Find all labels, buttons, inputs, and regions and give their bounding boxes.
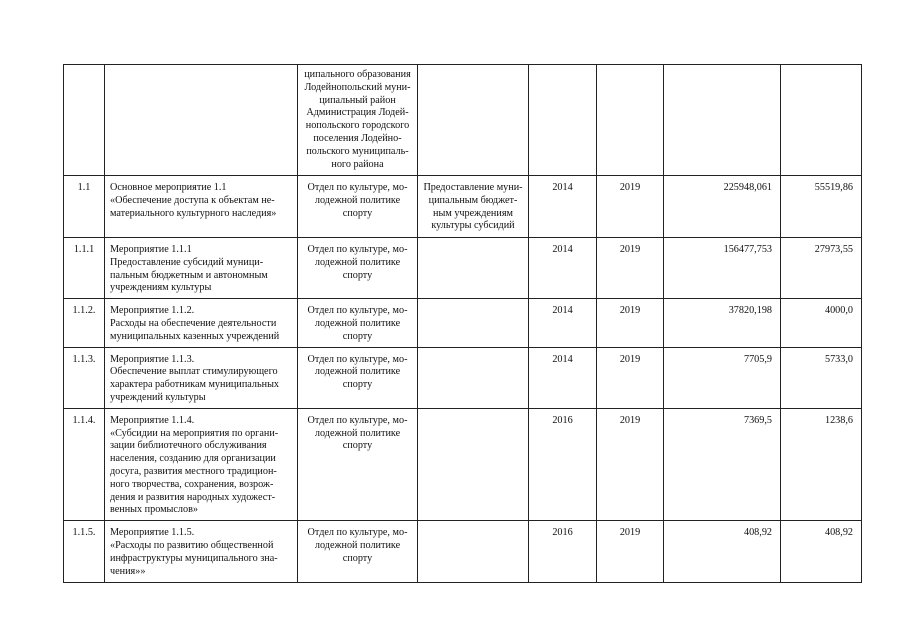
row-number: 1.1.5. — [64, 521, 105, 583]
row-number: 1.1 — [64, 176, 105, 238]
table-row — [64, 299, 862, 347]
executor: Отдел по культуре, мо- лодежной политике спорту — [298, 408, 418, 520]
expected-result — [418, 521, 529, 583]
table-row — [64, 176, 862, 238]
start-year: 2016 — [529, 408, 597, 520]
start-year: 2014 — [529, 176, 597, 238]
start-year — [529, 65, 597, 176]
row-number: 1.1.2. — [64, 299, 105, 347]
row-number — [64, 65, 105, 176]
expected-result — [418, 347, 529, 408]
total-funding: 408,92 — [664, 521, 781, 583]
executor: Отдел по культуре, мо- лодежной политике спорту — [298, 176, 418, 238]
activity-name: Мероприятие 1.1.5. «Расходы по развитию общественной инфраструктуры муниципального зна- чения»» — [105, 521, 298, 583]
funding-amount: 4000,0 — [781, 299, 862, 347]
expected-result — [418, 408, 529, 520]
activity-name: Мероприятие 1.1.1 Предоставление субсидий муници- пальным бюджетным и автономным учреждениям культуры — [105, 238, 298, 299]
executor: Отдел по культуре, мо- лодежной политике спорту — [298, 299, 418, 347]
expected-result — [418, 238, 529, 299]
end-year: 2019 — [597, 238, 664, 299]
table-row — [64, 347, 862, 408]
start-year: 2014 — [529, 299, 597, 347]
total-funding: 7705,9 — [664, 347, 781, 408]
funding-amount: 55519,86 — [781, 176, 862, 238]
row-number: 1.1.1 — [64, 238, 105, 299]
end-year: 2019 — [597, 408, 664, 520]
total-funding: 7369,5 — [664, 408, 781, 520]
end-year: 2019 — [597, 176, 664, 238]
start-year: 2014 — [529, 347, 597, 408]
start-year: 2014 — [529, 238, 597, 299]
executor: Отдел по культуре, мо- лодежной политике спорту — [298, 347, 418, 408]
activity-name: Мероприятие 1.1.2. Расходы на обеспечение деятельности муниципальных казенных учреждений — [105, 299, 298, 347]
end-year: 2019 — [597, 299, 664, 347]
expected-result: Предоставление муни- ципальным бюджет- ным учреждениям культуры субсидий — [418, 176, 529, 238]
funding-amount: 1238,6 — [781, 408, 862, 520]
program-activities-table — [63, 64, 862, 583]
end-year — [597, 65, 664, 176]
start-year: 2016 — [529, 521, 597, 583]
row-number: 1.1.4. — [64, 408, 105, 520]
activity-name — [105, 65, 298, 176]
activity-name: Основное мероприятие 1.1 «Обеспечение доступа к объектам не- материального культурного наследия» — [105, 176, 298, 238]
row-number: 1.1.3. — [64, 347, 105, 408]
funding-amount: 408,92 — [781, 521, 862, 583]
executor: ципального образования Лодейнопольский муни- ципальный район Администрация Лодей- нопольского городского поселения Лодейно- польского муниципаль- ного района — [298, 65, 418, 176]
expected-result — [418, 299, 529, 347]
executor: Отдел по культуре, мо- лодежной политике спорту — [298, 238, 418, 299]
end-year: 2019 — [597, 521, 664, 583]
total-funding: 225948,061 — [664, 176, 781, 238]
table-row — [64, 521, 862, 583]
table-row — [64, 408, 862, 520]
activity-name: Мероприятие 1.1.4. «Субсидии на мероприятия по органи- зации библиотечного обслуживания населения, созданию для организации досуга, развития местного традицион- ного творчества, сохранения, возрож- дения и развития народных художест- венных промыслов» — [105, 408, 298, 520]
end-year: 2019 — [597, 347, 664, 408]
total-funding: 156477,753 — [664, 238, 781, 299]
activity-name: Мероприятие 1.1.3. Обеспечение выплат стимулирующего характера работникам муниципальных учреждений культуры — [105, 347, 298, 408]
funding-amount: 27973,55 — [781, 238, 862, 299]
total-funding — [664, 65, 781, 176]
funding-amount: 5733,0 — [781, 347, 862, 408]
table-row — [64, 238, 862, 299]
total-funding: 37820,198 — [664, 299, 781, 347]
table-row — [64, 65, 862, 176]
funding-amount — [781, 65, 862, 176]
executor: Отдел по культуре, мо- лодежной политике спорту — [298, 521, 418, 583]
expected-result — [418, 65, 529, 176]
